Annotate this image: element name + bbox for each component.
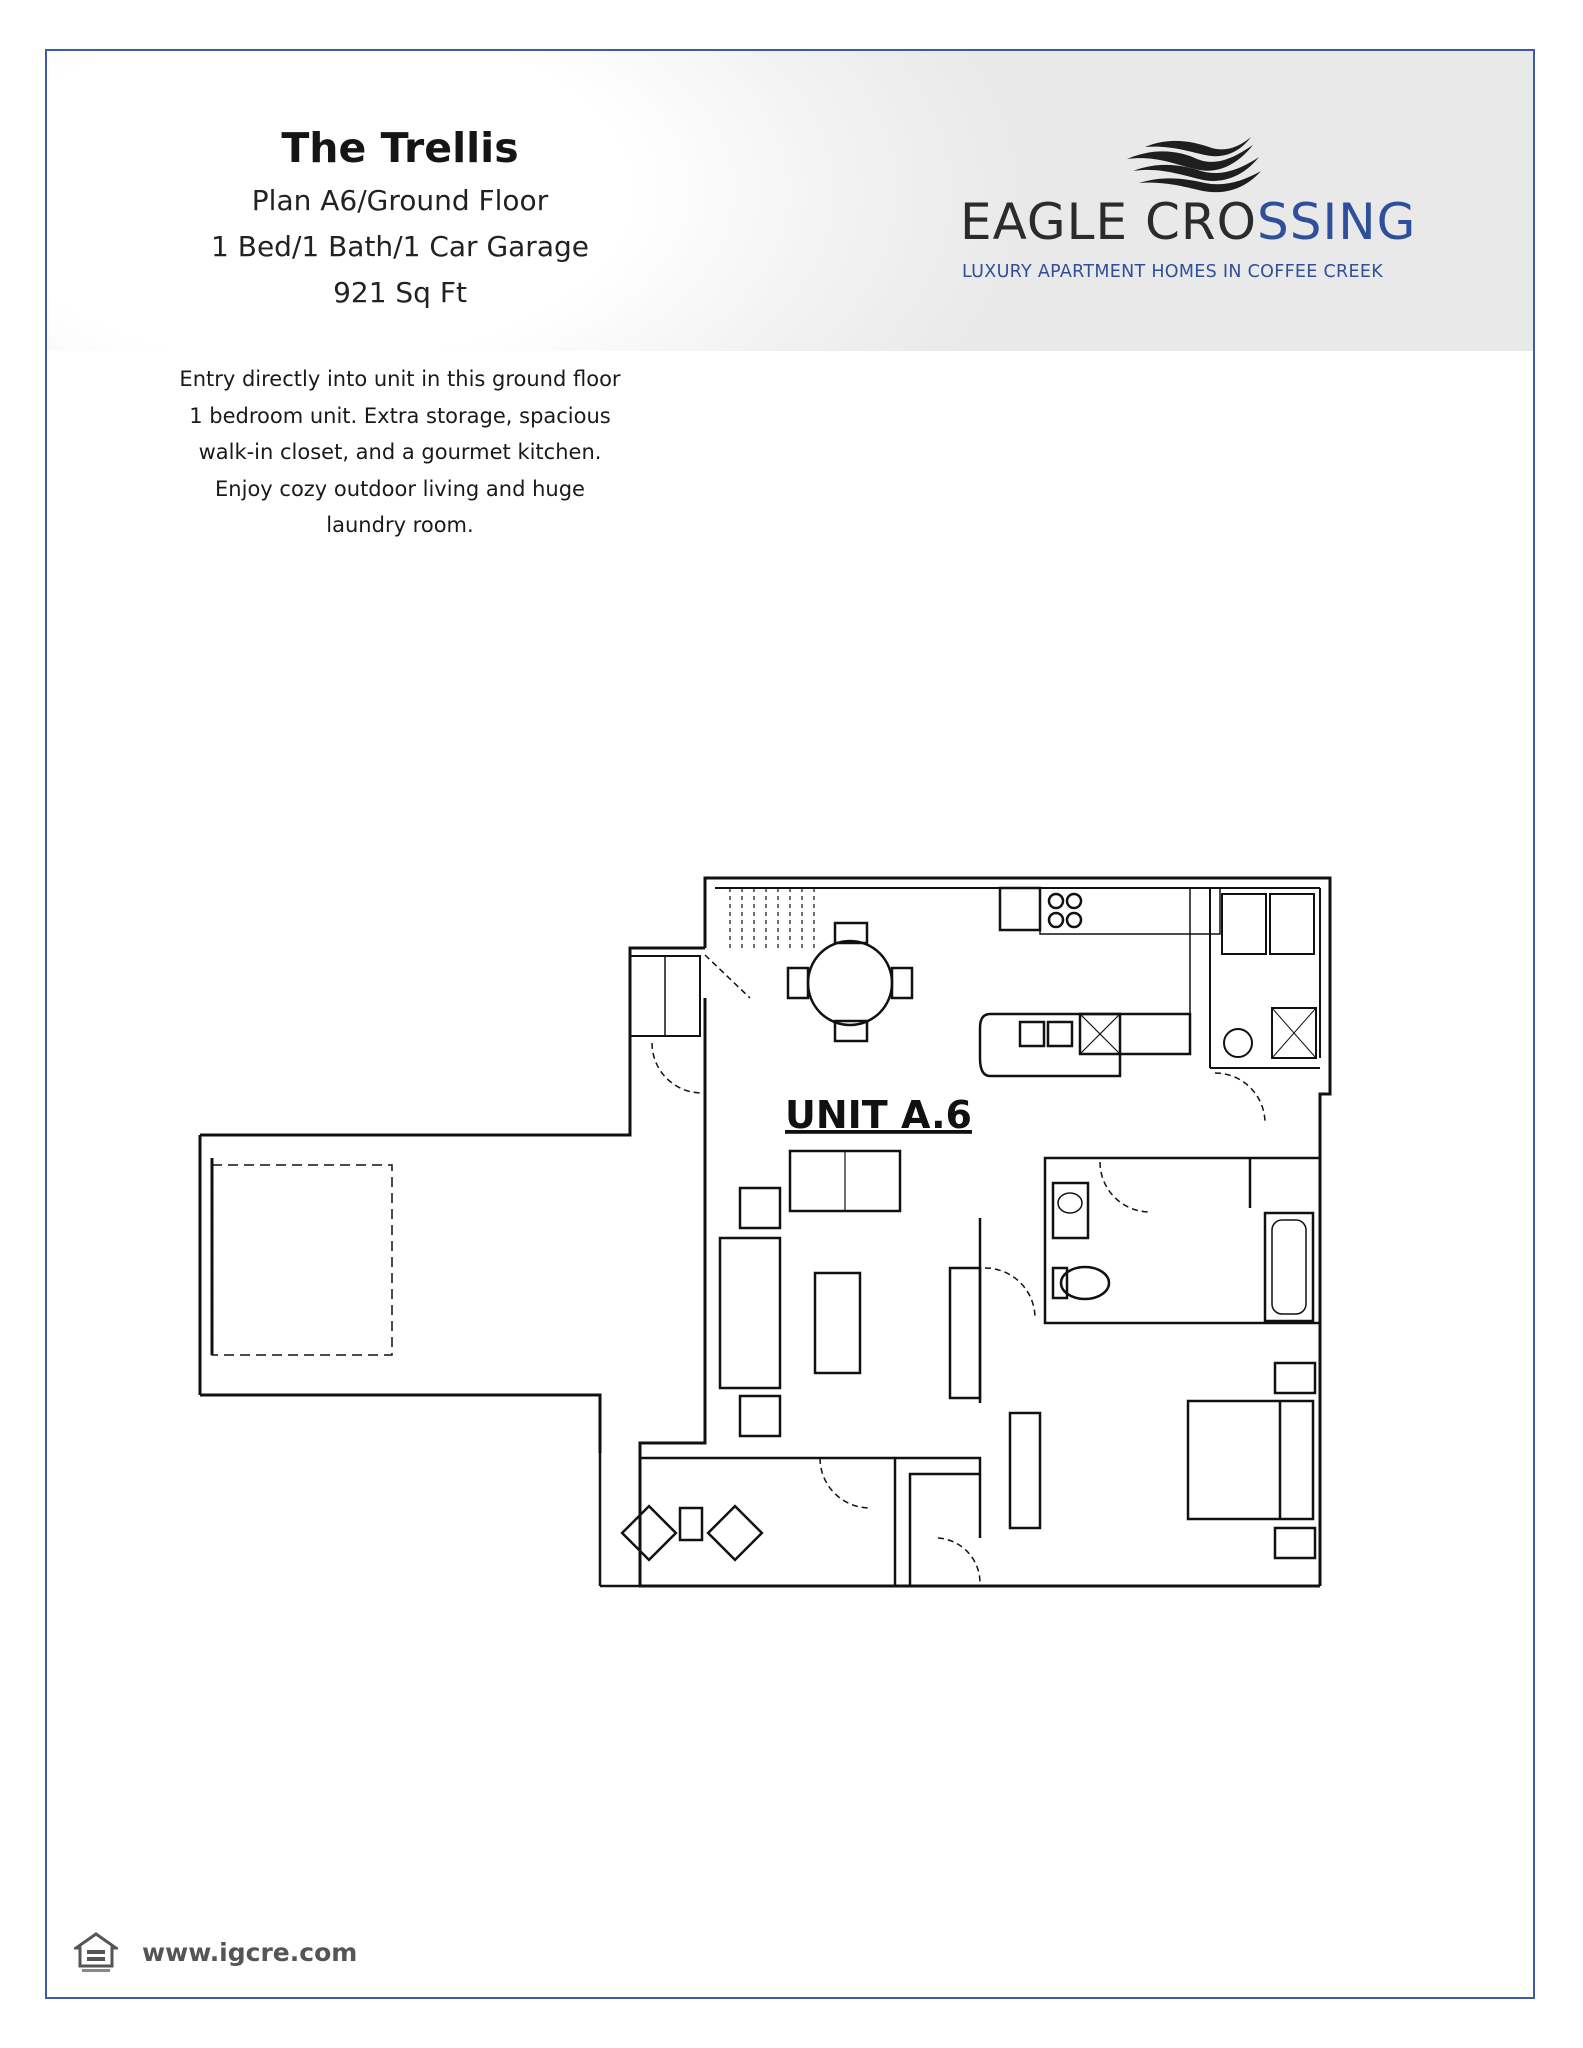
stairs [730,888,814,948]
unit-outline [640,878,1330,1586]
closet-and-patio [600,1453,980,1586]
description-line: Entry directly into unit in this ground floor [179,367,621,391]
brand-name-part2: SSING [1257,193,1417,251]
page-title: The Trellis [281,124,519,172]
unit-layout: 1 Bed/1 Bath/1 Car Garage [211,230,589,263]
eagle-wing-waves-icon [1125,135,1265,195]
bedroom [1010,1363,1315,1558]
description-line: 1 bedroom unit. Extra storage, spacious [189,403,611,428]
description-line: Enjoy cozy outdoor living and huge [215,476,585,501]
description-line: walk-in closet, and a gourmet kitchen. [198,440,602,464]
bathroom [1045,1158,1320,1323]
brand-tagline: LUXURY APARTMENT HOMES IN COFFEE CREEK [962,262,1383,282]
description-line: laundry room. [326,513,474,537]
floor-plan-drawing [190,858,1400,1618]
living-room [720,1151,980,1436]
plan-name: Plan A6/Ground Floor [251,184,549,217]
dining-table [788,923,912,1041]
website-link[interactable]: www.igcre.com [142,1938,358,1967]
kitchen [980,888,1220,1076]
plan-description [150,361,650,544]
brand-name-part1: EAGLE CRO [960,193,1258,251]
unit-label: UNIT A.6 [785,1093,972,1137]
plan-header [180,118,620,316]
equal-housing-opportunity-icon [74,1932,118,1974]
laundry [1210,888,1320,1068]
brand-name [960,192,1420,252]
square-footage: 921 Sq Ft [333,276,467,309]
